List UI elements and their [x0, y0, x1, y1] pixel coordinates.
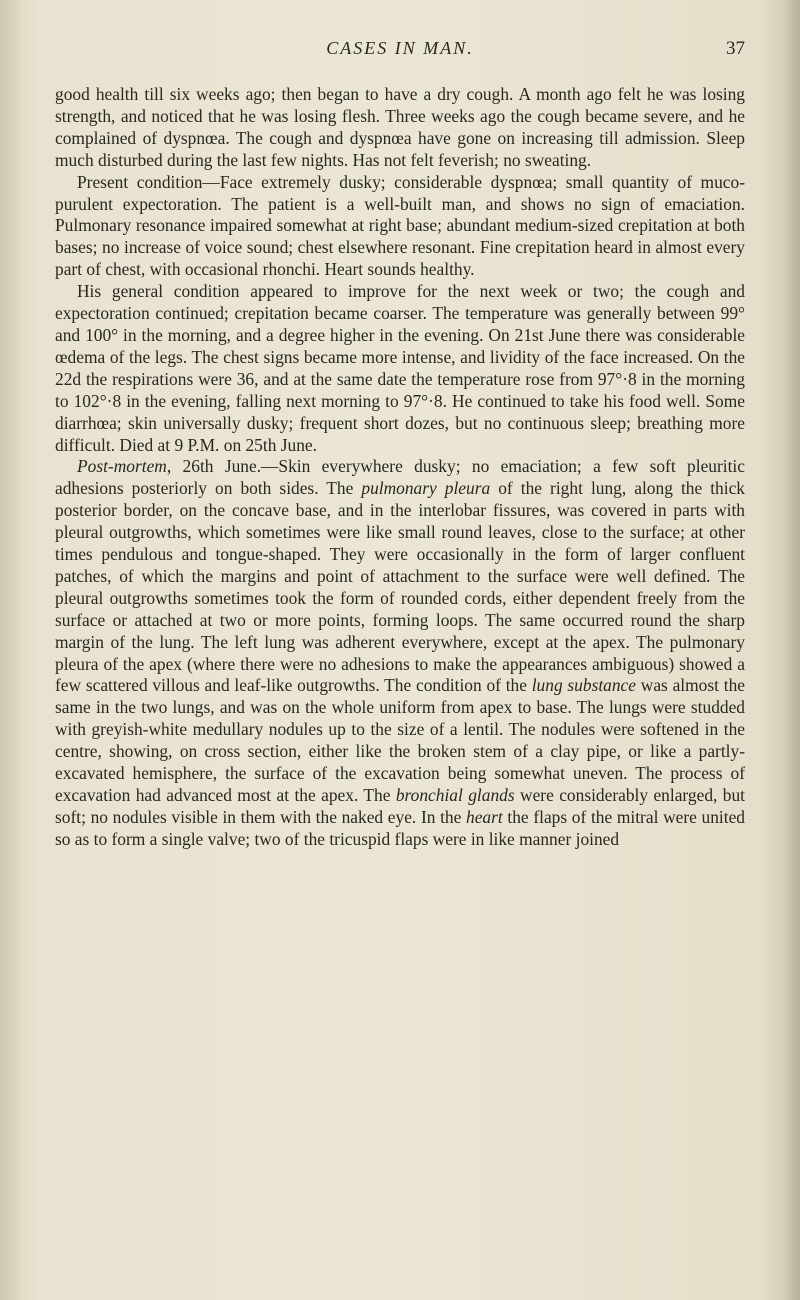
- paragraph-text: Present condition—Face extremely dusky; considerable dyspnœa; small quantity of muco-purulent expectoration. The patient is a well-built man, and shows no sign of emaciation. Pulmonary resonance impaired somewhat at right base; abundant medium-sized crepitation at both bases; no increase of voice sound; chest elsewhere resonant. Fine crepitation heard in almost every part of chest, with occasional rhonchi. Heart sounds healthy.: [55, 171, 745, 280]
- paragraph-text: , 26th June.—Skin everywhere dusky; no emaciation; a few soft pleuritic adhesions posteriorly on both sides. The: [55, 456, 745, 499]
- term-heart: heart: [466, 806, 503, 827]
- term-pulmonary-pleura: pulmonary pleura: [361, 478, 491, 499]
- paragraph-text: of the right lung, along the thick posterior border, on the concave base, and in the interlobar fissures, was covered in parts with pleural outgrowths, which sometimes were like small round leaves, close to the surface; at other times pendulous and tongue-shaped. They were occasionally in the form of larger confluent patches, of which the margins and point of attachment to the surface were well defined. The pleural outgrowths sometimes took the form of rounded cords, either dependent freely from the surface or attached at two or more points, forming loops. The same occurred round the sharp margin of the lung. The left lung was adherent everywhere, except at the apex. The pulmonary pleura of the apex (where there were no adhesions to make the appearances ambiguous) showed a few scattered villous and leaf-like outgrowths. The condition of the: [55, 478, 746, 696]
- paragraph-text: were considerably enlarged, but soft; no nodules visible in them with the naked eye. In the: [55, 785, 745, 827]
- page-gutter-shadow: [0, 0, 22, 1300]
- page-edge-shadow: [786, 0, 800, 1300]
- heading-post-mortem: Post-mortem: [77, 456, 167, 477]
- paragraph-present-condition: [55, 172, 745, 282]
- paragraph-text: was almost the same in the two lungs, and was on the whole uniform from apex to base. The lungs were studded with greyish-white medullary nodules up to the size of a lentil. The nodules were softened in the centre, showing, on cross section, either like the broken stem of a clay pipe, or like a partly-excavated hemisphere, the surface of the excavation being somewhat uneven. The process of excavation had advanced most at the apex. The: [55, 675, 745, 805]
- body-text: [55, 84, 745, 851]
- paragraph-progress: [55, 281, 745, 456]
- paragraph-text: good health till six weeks ago; then began to have a dry cough. A month ago felt he was losing strength, and noticed that he was losing flesh. Three weeks ago the cough became severe, and he complained of dyspnœa. The cough and dyspnœa have gone on increasing till admission. Sleep much disturbed during the last few nights. Has not felt feverish; no sweating.: [55, 84, 745, 170]
- running-head: CASES IN MAN.: [326, 38, 474, 58]
- paragraph-text: His general condition appeared to improve for the next week or two; the cough and expectoration continued; crepitation became coarser. The temperature was generally between 99° and 100° in the morning, and a degree higher in the evening. On 21st June there was considerable œdema of the legs. The chest signs became more intense, and lividity of the face increased. On the 22d the respirations were 36, and at the same date the temperature rose from 97°·8 in the morning to 102°·8 in the evening, falling next morning to 97°·8. He continued to take his food well. Some diarrhœa; skin universally dusky; frequent short dozes, but no continuous sleep; breathing more difficult. Died at 9 P.M. on 25th June.: [55, 281, 745, 455]
- paragraph-post-mortem: [55, 456, 745, 850]
- term-lung-substance: lung substance: [531, 675, 636, 696]
- term-bronchial-glands: bronchial glands: [395, 785, 515, 805]
- page-number: 37: [726, 38, 745, 59]
- paragraph-text: the flaps of the mitral were united so as to form a single valve; two of the tricuspid flaps were in like manner joined: [55, 806, 745, 849]
- page-header: [55, 38, 745, 68]
- paragraph-history: [55, 84, 745, 172]
